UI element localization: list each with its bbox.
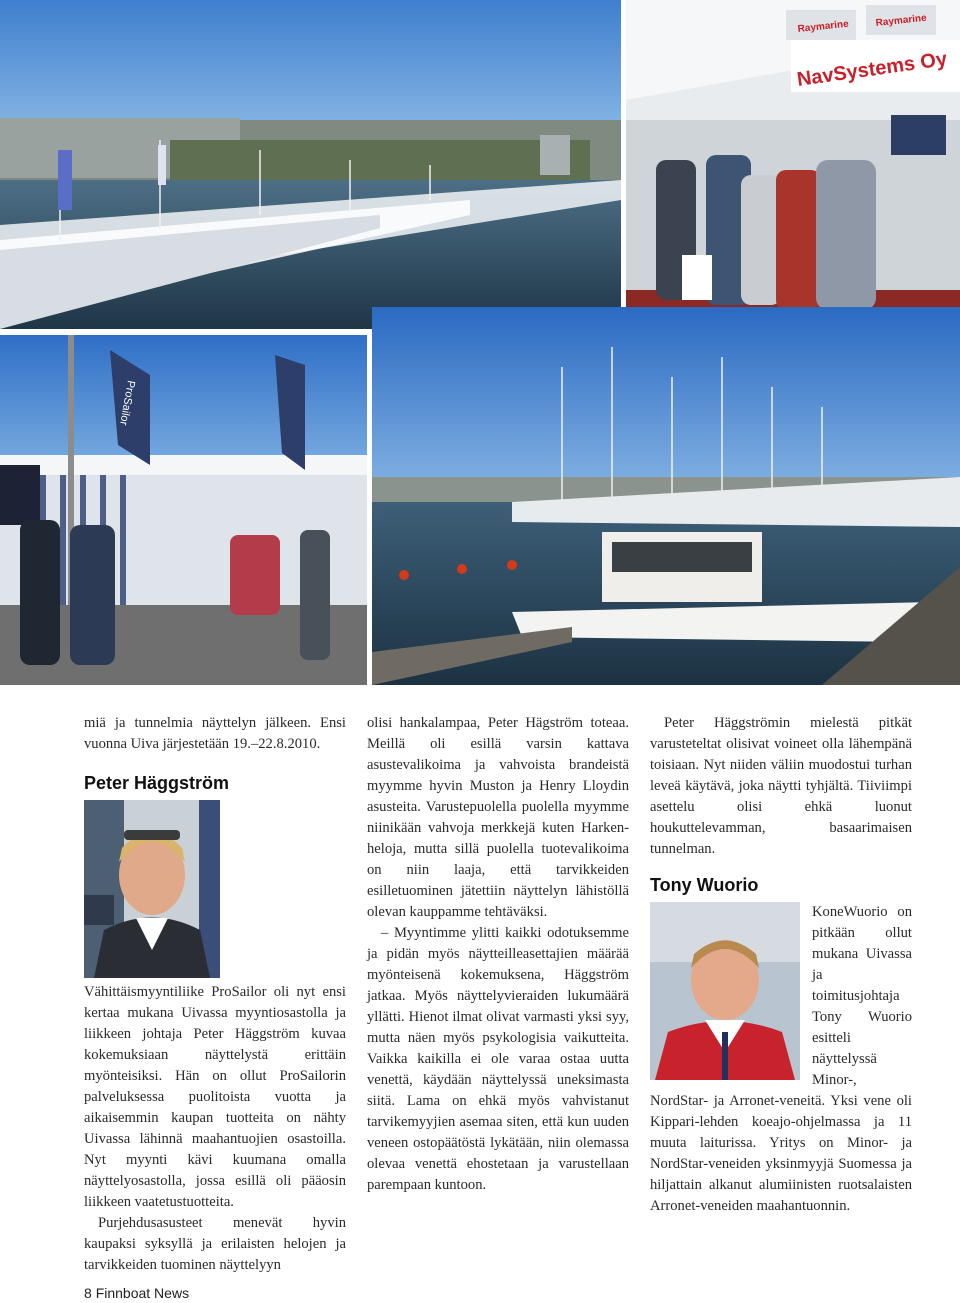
heading-tony-wuorio: Tony Wuorio (650, 875, 759, 895)
col2-paragraph-2: – Myyntimme ylitti kaikki odotuksemme ja pidän myös näytteilleasettajien määrää myönteisenä kokemuksena, Häggström jatkaa. Myös näyttelyvieraiden lukumäärä yllätti. Hienot ilmat olivat varmasti yksi syy, mutta näen myös psykologisia vaikutteita. Vaikka kaikilla ei ole varaa ostaa uutta venettä, käydään näyttelyssä uneksimasta siitä. Lama on ehkä myös vahvistanut tarvikemyyjien asemaa siten, että kun uuden veneen ostopäätöstä lykätään, niin olemassa olevaa venettä ehostetaan ja varustellaan parempaan kuntoon. (367, 925, 629, 1193)
navsystems-stand-photo (626, 0, 960, 329)
col3-paragraph-2: KoneWuorio on pitkään ollut mukana Uivassa ja toimitusjohtaja Tony Wuorio esitteli näyttelyssä Minor-, NordStar- ja Arronet-veneitä. Yksi vene oli Kippari-lehden koeajo-ohjelmassa ja 11 muuta laiturissa. Yritys on Minor- ja NordStar-veneiden yksinmyyjä Suomessa ja hiljattain alkanut alumiinisten ruotsalaisten Arronet-veneiden maahantuonnin. (650, 904, 912, 1214)
marina-photo (0, 0, 621, 329)
prosailor-flag-text: ProSailor (117, 379, 137, 427)
page-footer (84, 1285, 189, 1301)
col1-paragraph-1: Vähittäismyyntiliike ProSailor oli nyt ensi kertaa mukana Uivassa myyntiosastolla ja liikkeen johtaja Peter Häggström kuvaa kokemuksiaan näyttelystä erittäin myönteisiksi. Hän on ollut ProSailorin palveluksessa puolitoista vuotta ja aikaisemmin kaupan tuotteita on nähty Uivassa lähinnä maahantuojien osastoilla. Nyt myynti kävi kuumana omalla näyttelyosastolla, jossa esillä oli pääosin liikkeen vaatetustuotteita. (84, 984, 346, 1210)
raymarine-sign-2: Raymarine (875, 12, 928, 29)
prosailor-tent-photo (0, 335, 367, 685)
col1-paragraph-2: Purjehdusasusteet menevät hyvin kaupaksi syksyllä ja erilaisten helojen ja tarvikkeiden tuominen näyttelyyn (84, 1215, 346, 1273)
navsystems-sign: NavSystems Oy (795, 48, 949, 91)
column-1 (84, 713, 346, 1276)
heading-peter-haggstrom: Peter Häggström (84, 773, 230, 793)
column-2 (367, 713, 629, 1196)
pier-photo (372, 307, 960, 685)
tony-wuorio-portrait (650, 902, 800, 1080)
page-number: 8 (84, 1285, 92, 1301)
column-3 (650, 713, 912, 1217)
raymarine-sign: Raymarine (797, 18, 850, 35)
col3-paragraph-1: Peter Häggströmin mielestä pitkät varusteteltat olisivat voineet olla lähempänä toisiaan. Nyt niiden väliin muodostui turhan leveä käytävä, joka näytti tyhjältä. Tiiviimpi asettelu olisi ehkä luonut houkuttelevamman, basaarimaisen tunnelman. (650, 715, 912, 857)
col2-paragraph-1: olisi hankalampaa, Peter Hägström toteaa. Meillä oli esillä varsin kattava asustevalikoima ja vahvoista brandeistä myymme hyvin Muston ja Henry Lloydin asusteita. Varustepuolella puolella myymme niinikään vahvoja merkkejä kuten Harken-heloja, mutta sillä puolella tuotevalikoima on niin laaja, että tarvikkeiden esilletuominen jätettiin näyttelyn lähistöllä olevan kauppamme tehtäväksi. (367, 715, 629, 920)
col1-intro: miä ja tunnelmia näyttelyn jälkeen. Ensi vuonna Uiva järjestetään 19.–22.8.2010. (84, 715, 346, 752)
peter-haggstrom-portrait (84, 800, 220, 978)
publication-name: Finnboat News (95, 1285, 190, 1301)
